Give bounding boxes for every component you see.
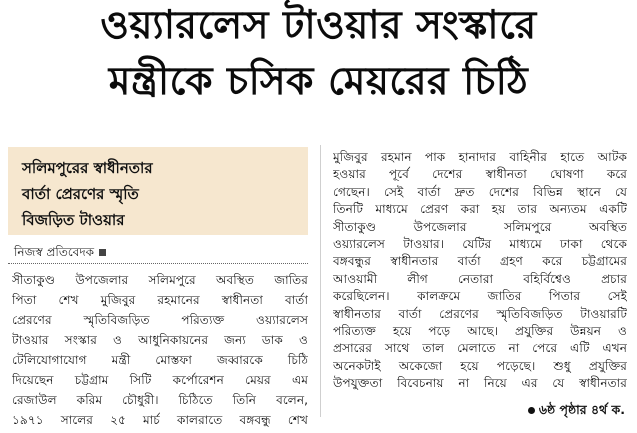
- subheadline-line: সলিমপুরের স্বাধীনতার: [22, 159, 153, 177]
- right-column-line: বঙ্গবন্ধুর স্বাধীনতার বার্তা গ্রহণ করে চট্টগ্রামের: [333, 254, 627, 269]
- right-column-line: সীতাকুণ্ড উপজেলার সলিমপুরে অবস্থিত: [333, 219, 627, 234]
- headline-line-1: ওয়্যারলেস টাওয়ার সংস্কারে: [100, 3, 537, 48]
- right-column-line: পরিত্যক্ত হয়ে পড়ে আছে। প্রযুক্তির উন্নয়ন ও: [333, 323, 627, 338]
- left-column: [12, 270, 308, 430]
- column-divider: [320, 145, 321, 417]
- right-column-line: উপযুক্ততা বিবেচনায় না নিয়ে এর যে স্বাধীনতার: [333, 376, 627, 391]
- headline-line-2: মন্ত্রীকে চসিক মেয়রের চিঠি: [108, 59, 529, 104]
- subheadline-box: [8, 147, 308, 235]
- left-column-line: দিয়েছেন চট্টগ্রাম সিটি কর্পোরেশন মেয়র এম: [12, 373, 308, 387]
- subheadline-line: বিজড়িত টাওয়ার: [22, 211, 125, 229]
- right-column-line: আওয়ামী লীগ নেতারা বহির্বিশ্বেও প্রচার: [333, 271, 627, 286]
- left-column-line: রেজাউল করিম চৌধুরী। চিঠিতে তিনি বলেন,: [12, 393, 308, 407]
- left-column-line: টাওয়ার সংস্কার ও আধুনিকায়নের জন্য ডাক ও: [12, 333, 308, 347]
- subheadline-line: বার্তা প্রেরণের স্মৃতি: [22, 185, 139, 203]
- left-column-line: টেলিযোগাযোগ মন্ত্রী মোস্তফা জব্বারকে চিঠি: [12, 353, 308, 367]
- right-column-line: গেছেন। সেই বার্তা দ্রুত দেশের বিভিন্ন স্থানে যে: [333, 184, 627, 199]
- right-column-line: প্রসারের সাথে তাল মেলাতে না পেরে এটি এখন: [333, 341, 627, 356]
- right-column-line: তিনটি মাধ্যমে প্রেরণ করা হয় তার অন্যতম একটি: [333, 202, 627, 217]
- right-column-line: ওয়্যারলেস টাওয়ার। যেটির মাধ্যমে ঢাকা থেকে: [333, 236, 627, 251]
- left-column-line: ১৯৭১ সালের ২৫ মার্চ কালরাতে বঙ্গবন্ধু শেখ: [12, 413, 308, 427]
- byline-text: নিজস্ব প্রতিবেদক: [14, 245, 95, 259]
- bullet-icon: [528, 407, 535, 414]
- right-column-line: অনেকটাই অকেজো হয়ে পড়েছে। শুধু প্রযুক্তির: [333, 358, 627, 373]
- continuation-text: ৬ষ্ঠ পৃষ্ঠার ৪র্থ ক.: [538, 402, 625, 417]
- right-column-line: মুজিবুর রহমান পাক হানাদার বাহিনীর হাতে আটক: [333, 150, 627, 164]
- dotted-divider: [8, 263, 308, 264]
- square-bullet-icon: [99, 249, 106, 256]
- byline: [14, 244, 106, 264]
- right-column-line: হওয়ার পূর্বে দেশের স্বাধীনতা ঘোষণা করে: [333, 167, 627, 182]
- left-column-line: সীতাকুণ্ড উপজেলার সলিমপুরে অবস্থিত জাতির: [12, 273, 308, 287]
- continuation-note: [528, 402, 625, 422]
- right-column-line: করেছিলেন। কালক্রমে জাতির পিতার সেই: [333, 289, 627, 304]
- right-column: [333, 149, 627, 392]
- left-column-line: প্রেরণের স্মৃতিবিজড়িত পরিত্যক্ত ওয়্যারলেস: [12, 313, 308, 327]
- left-column-line: পিতা শেখ মুজিবুর রহমানের স্বাধীনতা বার্তা: [12, 293, 308, 307]
- right-column-line: স্বাধীনতার বার্তা প্রেরণের স্মৃতিবিজড়িত টাওয়ারটি: [333, 306, 627, 321]
